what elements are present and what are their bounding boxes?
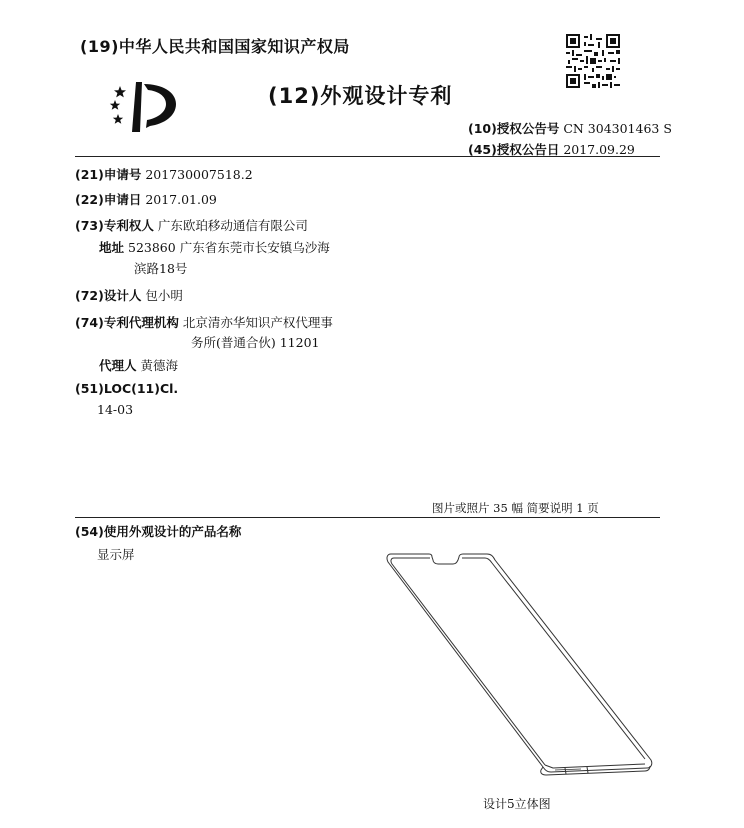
agency-row (75, 313, 333, 331)
designer-label: (72)设计人 (75, 288, 142, 303)
publication-date-value: 2017.09.29 (563, 142, 635, 157)
patentee-label: (73)专利权人 (75, 218, 154, 233)
agent-value: 黄德海 (140, 358, 179, 373)
publication-number-value: CN 304301463 S (563, 121, 672, 136)
product-section-title: (54)使用外观设计的产品名称 (75, 524, 242, 539)
address-label: 地址 (99, 240, 125, 255)
agency-line2: 务所(普通合伙) 11201 (191, 335, 320, 350)
header-divider (75, 156, 660, 157)
loc-row (75, 381, 178, 396)
issuing-office: (19)中华人民共和国国家知识产权局 (80, 37, 350, 56)
application-number-value: 201730007518.2 (145, 167, 253, 182)
product-name: 显示屏 (97, 547, 135, 562)
figures-count-note: 图片或照片 35 幅 简要说明 1 页 (432, 501, 599, 515)
application-number-label: (21)申请号 (75, 167, 142, 182)
application-date-value: 2017.01.09 (145, 192, 217, 207)
publication-date-label: (45)授权公告日 (468, 142, 560, 157)
patentee-row (75, 216, 308, 234)
application-date-label: (22)申请日 (75, 192, 142, 207)
application-number-row (75, 165, 253, 183)
display-screen-perspective-drawing (385, 548, 655, 780)
loc-label: (51)LOC(11)Cl. (75, 381, 179, 396)
designer-row (75, 286, 183, 304)
address-line2: 滨路18号 (134, 261, 188, 276)
publication-number-row (468, 119, 672, 137)
cnipa-logo-icon (106, 78, 186, 136)
qr-code-icon (566, 34, 620, 88)
document-type-title: (12)外观设计专利 (268, 84, 453, 108)
agency-line1: 北京清亦华知识产权代理事 (182, 315, 333, 330)
address-row (99, 238, 330, 256)
publication-number-label: (10)授权公告号 (468, 121, 560, 136)
address-line1: 523860 广东省东莞市长安镇乌沙海 (128, 240, 330, 255)
agency-label: (74)专利代理机构 (75, 315, 179, 330)
agent-row (99, 356, 178, 374)
designer-value: 包小明 (145, 288, 183, 303)
figure-caption: 设计5立体图 (483, 797, 551, 811)
product-divider (75, 517, 660, 518)
loc-value: 14-03 (97, 402, 134, 417)
patentee-value: 广东欧珀移动通信有限公司 (157, 218, 308, 233)
agent-label: 代理人 (99, 358, 137, 373)
application-date-row (75, 190, 217, 208)
